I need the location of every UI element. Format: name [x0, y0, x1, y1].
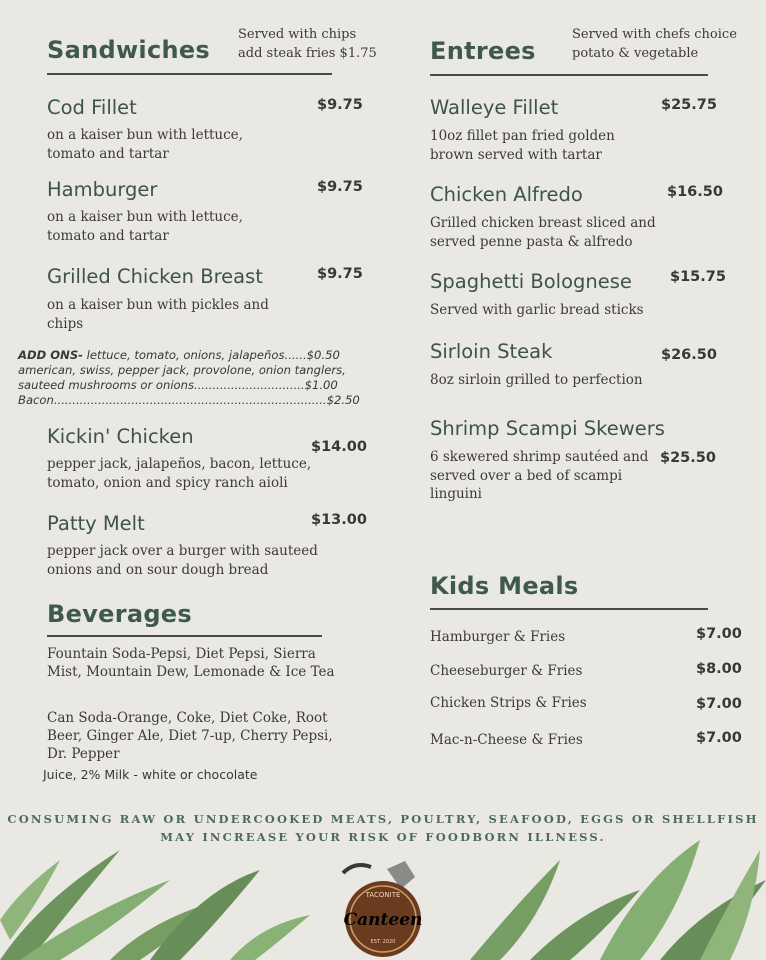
kids-item-name: Mac-n-Cheese & Fries — [430, 732, 583, 748]
menu-item-price: $9.75 — [317, 97, 363, 113]
menu-item-price: $13.00 — [311, 512, 367, 528]
menu-item-name: Hamburger — [47, 178, 158, 201]
beverages-title: Beverages — [47, 600, 192, 628]
addons-line3: sauteed mushrooms or onions..............................$1.00 — [18, 378, 338, 392]
beverages-fountain: Fountain Soda-Pepsi, Diet Pepsi, Sierra Mist, Mountain Dew, Lemonade & Ice Tea — [47, 646, 335, 680]
kids-item-price: $7.00 — [696, 626, 742, 642]
kids-item-price: $7.00 — [696, 730, 742, 746]
menu-item-price: $25.75 — [661, 97, 717, 113]
beverages-can: Can Soda-Orange, Coke, Diet Coke, Root Beer, Ginger Ale, Diet 7-up, Cherry Pepsi, Dr. Pepper — [47, 710, 333, 762]
entrees-divider — [430, 74, 708, 76]
menu-item-name: Chicken Alfredo — [430, 183, 583, 206]
menu-item-price: $9.75 — [317, 266, 363, 282]
menu-item-price: $14.00 — [311, 439, 367, 455]
menu-item-price: $26.50 — [661, 347, 717, 363]
menu-item-name: Sirloin Steak — [430, 340, 553, 363]
menu-item-desc: on a kaiser bun with lettuce, tomato and tartar — [47, 209, 243, 244]
entrees-title: Entrees — [430, 37, 536, 65]
menu-item-price: $15.75 — [670, 269, 726, 285]
kids-item-name: Chicken Strips & Fries — [430, 695, 587, 711]
sandwiches-note — [238, 25, 377, 63]
menu-item-name: Cod Fillet — [47, 96, 137, 119]
kids-item-price: $8.00 — [696, 661, 742, 677]
menu-item-name: Kickin' Chicken — [47, 425, 194, 448]
sandwiches-note-line2: add steak fries $1.75 — [238, 46, 377, 61]
food-warning-line1: CONSUMING RAW OR UNDERCOOKED MEATS, POULTRY, SEAFOOD, EGGS OR SHELLFISH — [7, 812, 759, 826]
entrees-note — [572, 25, 737, 63]
beverages-divider — [47, 635, 322, 637]
food-warning-line2: MAY INCREASE YOUR RISK OF FOODBORN ILLNESS. — [160, 830, 606, 844]
menu-item-name: Shrimp Scampi Skewers — [430, 417, 665, 440]
menu-item-desc: 6 skewered shrimp sautéed and served over a bed of scampi linguini — [430, 449, 649, 502]
canteen-logo — [335, 855, 435, 960]
addons-block — [18, 348, 360, 408]
sandwiches-title: Sandwiches — [47, 36, 211, 64]
menu-item-name: Grilled Chicken Breast — [47, 265, 263, 288]
addons-line2: american, swiss, pepper jack, provolone, onion tanglers, — [18, 363, 346, 377]
menu-item-price: $9.75 — [317, 179, 363, 195]
sandwiches-divider — [47, 73, 332, 75]
pickaxe-icon — [343, 865, 371, 873]
menu-item-price: $25.50 — [660, 450, 716, 466]
menu-item-desc: pepper jack, jalapeños, bacon, lettuce, tomato, onion and spicy ranch aioli — [47, 456, 312, 491]
kids-title: Kids Meals — [430, 572, 579, 600]
menu-item-price: $16.50 — [667, 184, 723, 200]
menu-item-desc: on a kaiser bun with lettuce, tomato and tartar — [47, 127, 243, 162]
kids-item-price: $7.00 — [696, 696, 742, 712]
addons-label: ADD ONS- — [18, 348, 83, 362]
menu-item-desc: 10oz fillet pan fried golden brown served with tartar — [430, 128, 615, 163]
beverages-juice: Juice, 2% Milk - white or chocolate — [43, 767, 258, 782]
menu-item-desc: on a kaiser bun with pickles and chips — [47, 297, 269, 332]
menu-item-desc: pepper jack over a burger with sauteed onions and on sour dough bread — [47, 543, 318, 578]
kids-divider — [430, 608, 708, 610]
sandwiches-note-line1: Served with chips — [238, 27, 357, 42]
kids-item-name: Cheeseburger & Fries — [430, 663, 583, 679]
kids-item-name: Hamburger & Fries — [430, 629, 566, 645]
addons-line1: lettuce, tomato, onions, jalapeños......$0.50 — [82, 348, 340, 362]
logo-name: Canteen — [343, 910, 423, 930]
menu-item-name: Walleye Fillet — [430, 96, 559, 119]
menu-item-name: Patty Melt — [47, 512, 145, 535]
addons-line4: Bacon..........................................................................$2.50 — [18, 393, 360, 407]
logo-top-text: TACONITE — [365, 891, 401, 899]
logo-bottom-text: EST. 2020 — [370, 939, 396, 945]
menu-item-desc: 8oz sirloin grilled to perfection — [430, 372, 643, 388]
menu-item-desc: Grilled chicken breast sliced and served penne pasta & alfredo — [430, 215, 656, 250]
entrees-note-line2: potato & vegetable — [572, 46, 699, 61]
menu-item-desc: Served with garlic bread sticks — [430, 302, 644, 318]
entrees-note-line1: Served with chefs choice — [572, 27, 737, 42]
menu-item-name: Spaghetti Bolognese — [430, 270, 632, 293]
